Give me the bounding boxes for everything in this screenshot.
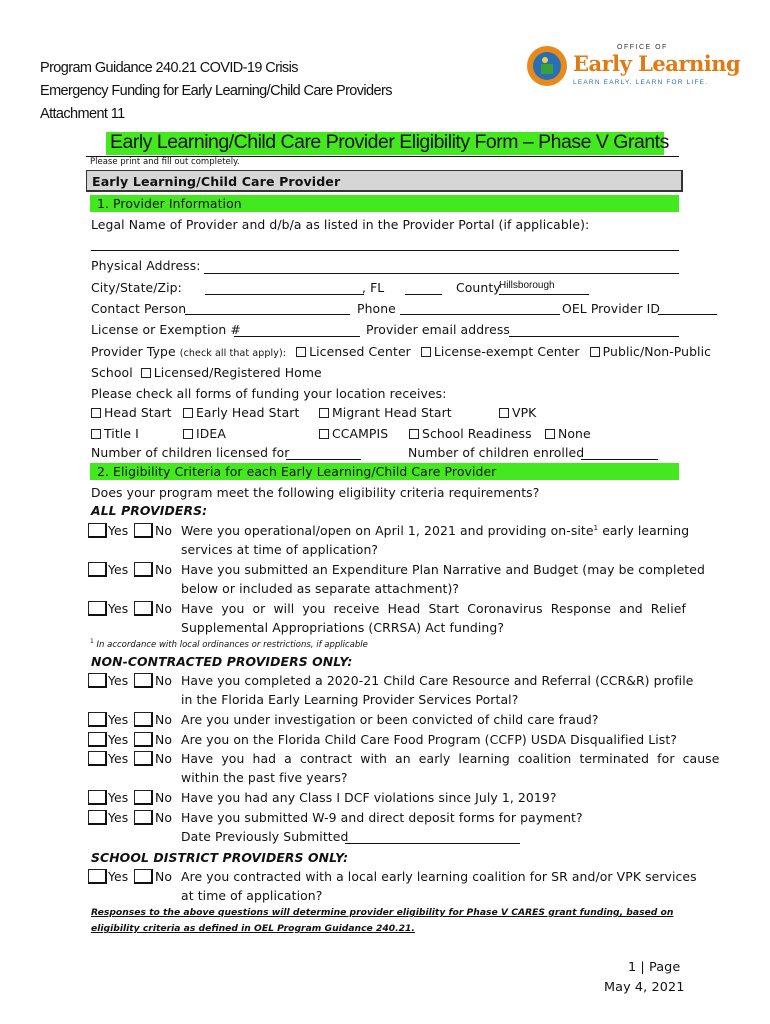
- license-label: License or Exemption #: [91, 322, 241, 337]
- q3-yes-label: Yes: [108, 601, 129, 616]
- response-note-line-1: Responses to the above questions will determine provider eligibility for Phase V CARES grant funding, based on: [91, 907, 674, 918]
- section2-heading: 2. Eligibility Criteria for each Early Learning/Child Care Provider: [97, 464, 497, 479]
- q9-date-field[interactable]: [345, 843, 520, 844]
- oel-logo: [525, 44, 741, 90]
- q4-text-b: in the Florida Early Learning Provider Services Portal?: [181, 692, 519, 707]
- noncontracted-heading: NON-CONTRACTED PROVIDERS ONLY:: [91, 654, 353, 669]
- q10-yes-label: Yes: [108, 869, 129, 884]
- zip-field[interactable]: [405, 294, 442, 295]
- q8-text: Have you had any Class I DCF violations since July 1, 2019?: [181, 790, 557, 805]
- contact-label: Contact Person: [91, 301, 187, 316]
- q2-no-box[interactable]: [134, 562, 153, 577]
- county-label: County: [456, 280, 501, 295]
- q7-no-label: No: [155, 751, 173, 766]
- physical-address-field[interactable]: [204, 273, 679, 274]
- q4-no-label: No: [155, 673, 173, 688]
- q10-text-a: Are you contracted with a local early learning coalition for SR and/or VPK services: [181, 869, 697, 884]
- form-title: Early Learning/Child Care Provider Eligibility Form – Phase V Grants: [110, 131, 669, 153]
- q8-no-label: No: [155, 790, 173, 805]
- logo-office-of: OFFICE OF: [617, 44, 668, 51]
- q7-yes-label: Yes: [108, 751, 129, 766]
- q7-no-box[interactable]: [134, 751, 153, 766]
- q2-yes-label: Yes: [108, 562, 129, 577]
- idea-label: IDEA: [196, 426, 226, 441]
- q8-yes-label: Yes: [108, 790, 129, 805]
- q8-no-box[interactable]: [134, 790, 153, 805]
- header-line-1: Program Guidance 240.21 COVID-19 Crisis: [40, 60, 298, 76]
- school-district-heading: SCHOOL DISTRICT PROVIDERS ONLY:: [91, 850, 349, 865]
- page-number: 1 | Page: [628, 960, 681, 975]
- funding-migrant-head-start: [319, 405, 452, 420]
- funding-none: [545, 426, 591, 441]
- q1-footnote-ref: 1: [593, 523, 599, 532]
- logo-tagline: LEARN EARLY. LEARN FOR LIFE.: [573, 79, 709, 86]
- none-checkbox[interactable]: [545, 429, 555, 439]
- state-text: , FL: [362, 280, 385, 295]
- public-school-checkbox[interactable]: [590, 347, 600, 357]
- q2-text-b: below or included as separate attachment)?: [181, 581, 460, 596]
- exempt-center-checkbox[interactable]: [421, 347, 431, 357]
- q10-text-b: at time of application?: [181, 888, 323, 903]
- q1-text: [181, 523, 689, 538]
- q1-no-box[interactable]: [134, 523, 153, 538]
- header-line-3: Attachment 11: [40, 106, 125, 122]
- email-field[interactable]: [509, 336, 679, 337]
- email-label: Provider email address: [366, 322, 510, 337]
- q7-text-a: Have you had a contract with an early learning coalition terminated for cause: [181, 751, 720, 766]
- ccampis-label: CCAMPIS: [332, 426, 389, 441]
- vpk-checkbox[interactable]: [499, 408, 509, 418]
- title-i-label: Title I: [104, 426, 139, 441]
- vpk-label: VPK: [512, 405, 537, 420]
- section1-heading: 1. Provider Information: [97, 196, 242, 211]
- q9-text: Have you submitted W-9 and direct deposit forms for payment?: [181, 810, 583, 825]
- instruction-text: Please print and fill out completely.: [90, 157, 240, 167]
- license-field[interactable]: [234, 336, 360, 337]
- q6-no-label: No: [155, 732, 173, 747]
- home-label: Licensed/Registered Home: [153, 365, 322, 380]
- licensed-center-checkbox[interactable]: [296, 347, 306, 357]
- section2-intro: Does your program meet the following eligibility criteria requirements?: [91, 485, 540, 500]
- q3-no-box[interactable]: [134, 601, 153, 616]
- public-school-label: Public/Non-Public: [602, 344, 712, 359]
- exempt-center-label: License-exempt Center: [433, 344, 580, 359]
- q5-no-box[interactable]: [134, 712, 153, 727]
- funding-title-i: [91, 426, 139, 441]
- funding-early-head-start: [183, 405, 299, 420]
- children-enrolled-field[interactable]: [581, 459, 658, 460]
- funding-school-readiness: [409, 426, 532, 441]
- city-field[interactable]: [205, 294, 364, 295]
- florida-seal-icon: [525, 44, 569, 88]
- physical-address-label: Physical Address:: [91, 258, 201, 273]
- provider-section-title: Early Learning/Child Care Provider: [92, 174, 341, 189]
- q1-yes-box[interactable]: [88, 523, 107, 538]
- funding-label: Please check all forms of funding your location receives:: [91, 386, 447, 401]
- none-label: None: [558, 426, 591, 441]
- migrant-head-start-label: Migrant Head Start: [332, 405, 452, 420]
- q1-text-c: services at time of application?: [181, 542, 379, 557]
- q3-yes-box[interactable]: [88, 601, 107, 616]
- q10-yes-box[interactable]: [88, 869, 107, 884]
- q4-yes-box[interactable]: [88, 673, 107, 688]
- q2-yes-box[interactable]: [88, 562, 107, 577]
- response-note-line-2: eligibility criteria as defined in OEL Program Guidance 240.21.: [91, 923, 415, 934]
- q6-yes-box[interactable]: [88, 732, 107, 747]
- q5-text: Are you under investigation or been convicted of child care fraud?: [181, 712, 599, 727]
- q7-text-b: within the past five years?: [181, 770, 348, 785]
- migrant-head-start-checkbox[interactable]: [319, 408, 329, 418]
- footnote-number: 1: [90, 638, 94, 645]
- q3-text-a: Have you or will you receive Head Start Coronavirus Response and Relief: [181, 601, 686, 616]
- q5-no-label: No: [155, 712, 173, 727]
- children-licensed-label: Number of children licensed for: [91, 445, 290, 460]
- funding-head-start: [91, 405, 172, 420]
- title-i-checkbox[interactable]: [91, 429, 101, 439]
- q4-text-a: Have you completed a 2020-21 Child Care Resource and Referral (CCR&R) profile: [181, 673, 694, 688]
- home-checkbox[interactable]: [141, 368, 151, 378]
- phone-field[interactable]: [400, 314, 560, 315]
- q8-yes-box[interactable]: [88, 790, 107, 805]
- provider-id-label: OEL Provider ID: [562, 301, 661, 316]
- q2-text-a: Have you submitted an Expenditure Plan Narrative and Budget (may be completed: [181, 562, 705, 577]
- q4-yes-label: Yes: [108, 673, 129, 688]
- idea-checkbox[interactable]: [183, 429, 193, 439]
- head-start-checkbox[interactable]: [91, 408, 101, 418]
- header-line-2: Emergency Funding for Early Learning/Child Care Providers: [40, 83, 392, 99]
- q1-yes-label: Yes: [108, 523, 129, 538]
- q9-date-label: Date Previously Submitted: [181, 829, 349, 844]
- funding-vpk: [499, 405, 536, 420]
- provider-type-label: Provider Type: [91, 344, 176, 359]
- q9-no-box[interactable]: [134, 810, 153, 825]
- early-head-start-label: Early Head Start: [196, 405, 300, 420]
- provider-type-note: (check all that apply):: [179, 348, 287, 359]
- ccampis-checkbox[interactable]: [319, 429, 329, 439]
- school-readiness-label: School Readiness: [422, 426, 532, 441]
- funding-ccampis: [319, 426, 388, 441]
- early-head-start-checkbox[interactable]: [183, 408, 193, 418]
- q6-yes-label: Yes: [108, 732, 129, 747]
- q9-yes-label: Yes: [108, 810, 129, 825]
- licensed-center-label: Licensed Center: [309, 344, 411, 359]
- q9-yes-box[interactable]: [88, 810, 107, 825]
- children-enrolled-label: Number of children enrolled: [408, 445, 585, 460]
- school-label: School: [91, 365, 133, 380]
- funding-idea: [183, 426, 226, 441]
- head-start-label: Head Start: [104, 405, 172, 420]
- provider-type-row: [91, 344, 711, 359]
- legal-name-label: Legal Name of Provider and d/b/a as listed in the Provider Portal (if applicable):: [91, 217, 590, 232]
- footnote: [90, 638, 368, 650]
- footer-date: May 4, 2021: [604, 980, 685, 995]
- phone-label: Phone: [357, 301, 396, 316]
- q5-yes-label: Yes: [108, 712, 129, 727]
- q6-text: Are you on the Florida Child Care Food Program (CCFP) USDA Disqualified List?: [181, 732, 677, 747]
- q1-text-a: Were you operational/open on April 1, 2021 and providing on-site: [181, 523, 594, 538]
- q4-no-box[interactable]: [134, 673, 153, 688]
- q10-no-label: No: [155, 869, 173, 884]
- footnote-text: In accordance with local ordinances or restrictions, if applicable: [96, 639, 368, 650]
- q7-yes-box[interactable]: [88, 751, 107, 766]
- county-field[interactable]: [499, 294, 589, 295]
- q2-no-label: No: [155, 562, 173, 577]
- q1-text-b: early learning: [598, 523, 690, 538]
- q9-no-label: No: [155, 810, 173, 825]
- children-licensed-field[interactable]: [286, 459, 361, 460]
- q6-no-box[interactable]: [134, 732, 153, 747]
- all-providers-heading: ALL PROVIDERS:: [91, 503, 208, 518]
- q3-text-b: Supplemental Appropriations (CRRSA) Act funding?: [181, 620, 505, 635]
- school-readiness-checkbox[interactable]: [409, 429, 419, 439]
- q1-no-label: No: [155, 523, 173, 538]
- provider-type-row-2: [91, 365, 322, 380]
- q10-no-box[interactable]: [134, 869, 153, 884]
- city-label: City/State/Zip:: [91, 280, 182, 295]
- q3-no-label: No: [155, 601, 173, 616]
- logo-name: Early Learning: [573, 51, 741, 76]
- legal-name-field[interactable]: [91, 250, 679, 251]
- contact-field[interactable]: [185, 314, 350, 315]
- county-value[interactable]: Hillsborough: [499, 280, 555, 291]
- provider-id-field[interactable]: [658, 314, 717, 315]
- q5-yes-box[interactable]: [88, 712, 107, 727]
